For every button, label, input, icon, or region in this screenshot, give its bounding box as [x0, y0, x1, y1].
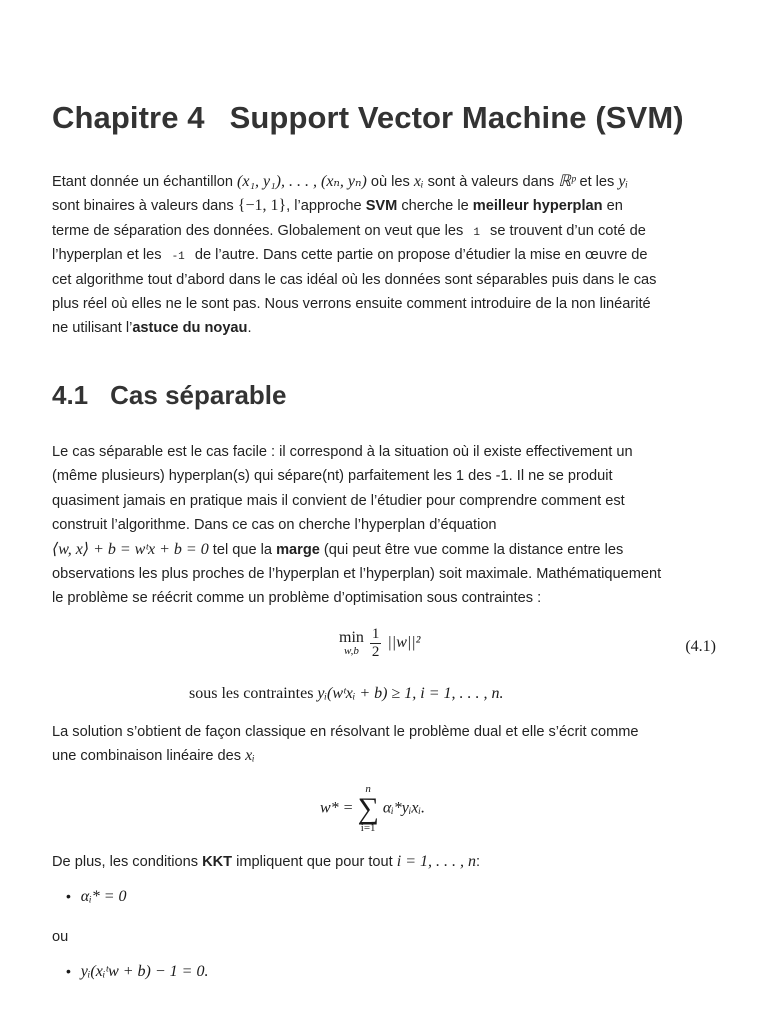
bold-best-hyperplan: meilleur hyperplan — [472, 198, 603, 215]
text: sous les contraintes — [189, 685, 314, 702]
equation-number: (4.1) — [685, 638, 716, 655]
text: De plus, les conditions — [52, 854, 203, 870]
math-alpha-zero: αᵢ* = 0 — [80, 888, 127, 905]
text-line: construit l’algorithme. Dans ce cas on cherche l’hyperplan d’équation — [52, 517, 497, 534]
text: n — [365, 783, 371, 795]
text: où les — [366, 174, 414, 190]
math-sum-terms: αᵢ*yᵢxᵢ. — [382, 799, 426, 817]
equation-4-1 — [339, 626, 420, 661]
text-line: Le cas séparable est le cas facile : il correspond à la situation où il existe effectivement un — [52, 444, 633, 460]
text: 2 — [371, 644, 380, 660]
bold-kkt: KKT — [202, 854, 233, 870]
text-line: le problème se réécrit comme un problème d’optimisation sous contraintes : — [52, 590, 542, 607]
bullet-marker: • — [66, 888, 71, 904]
section-heading — [52, 380, 286, 411]
dual-solution-equation — [320, 784, 425, 834]
text-line: La solution s’obtient de façon classique en résolvant le problème dual et elle s’écrit comme — [52, 724, 639, 740]
text-line: ou — [52, 929, 69, 945]
bullet-item-1 — [66, 888, 127, 906]
text: en — [602, 198, 623, 215]
text: ∑ — [357, 792, 379, 825]
text-line: observations les plus proches de l’hyperplan et l’hyperplan) soit maximale. Mathématiquement — [52, 565, 662, 582]
bold-kernel-trick: astuce du noyau — [132, 320, 248, 337]
text: : — [476, 854, 481, 870]
intro-paragraph — [52, 170, 716, 341]
separable-paragraph — [52, 440, 716, 611]
text: (qui peut être vue comme la distance entre les — [319, 541, 624, 558]
text: se trouvent d’un coté de — [486, 222, 646, 239]
bold-marge: marge — [276, 541, 320, 558]
section-title: Cas séparable — [110, 380, 287, 410]
math-xi: xᵢ — [413, 173, 424, 190]
text: et les — [575, 174, 619, 190]
math-fraction — [370, 626, 382, 661]
text: de l’autre. Dans cette partie on propose d’étudier la mise en œuvre de — [190, 247, 648, 264]
code-minus-one: -1 — [171, 251, 185, 264]
bold-svm: SVM — [365, 198, 398, 215]
text: i=1 — [360, 822, 376, 834]
text: min — [339, 629, 364, 646]
bullet-marker: • — [66, 963, 71, 979]
math-i-range: i = 1, . . . , n — [396, 853, 477, 870]
math-constraint: yᵢ(wᵗxᵢ + b) ≥ 1, i = 1, . . . , n. — [313, 685, 504, 702]
text: Etant donnée un échantillon — [52, 174, 238, 190]
math-rp: ℝᵖ — [558, 173, 576, 190]
bullet-item-2 — [66, 963, 208, 981]
text: cherche le — [397, 198, 473, 215]
text: ne utilisant l’ — [52, 320, 133, 337]
text: 1 — [371, 626, 380, 642]
text-line: quasiment jamais en pratique mais il convient de l’étudier pour comprendre comment est — [52, 492, 625, 509]
math-norm: ||w||² — [387, 634, 421, 652]
kkt-paragraph — [52, 850, 716, 874]
text: . — [247, 320, 252, 337]
text: sont binaires à valeurs dans — [52, 198, 238, 215]
chapter-title: Support Vector Machine (SVM) — [229, 100, 684, 135]
constraints-equation — [189, 685, 504, 703]
text: , l’approche — [286, 198, 366, 215]
text: impliquent que pour tout — [232, 854, 397, 870]
section-number: 4.1 — [52, 380, 89, 410]
text: terme de séparation des données. Globalement on veut que les — [52, 222, 468, 239]
chapter-heading — [52, 100, 684, 136]
math-wstar: w* = — [320, 799, 358, 817]
math-margin-active: yᵢ(xᵢᵗw + b) − 1 = 0. — [80, 963, 209, 980]
chapter-number: Chapitre 4 — [52, 100, 205, 135]
text: une combinaison linéaire des — [52, 748, 246, 765]
text: sont à valeurs dans — [423, 174, 559, 190]
math-yi: yᵢ — [618, 173, 629, 190]
math-hyperplan-equation: ⟨w, x⟩ + b = wᵗx + b = 0 — [52, 540, 209, 558]
math-xi: xᵢ — [245, 747, 255, 765]
text: w,b — [344, 645, 359, 657]
solution-paragraph — [52, 720, 716, 769]
ou-text — [52, 925, 716, 949]
text-line: cet algorithme tout d’abord dans le cas idéal où les données sont séparables puis dans le cas — [52, 271, 657, 288]
text: l’hyperplan et les — [52, 247, 166, 264]
math-set: {−1, 1} — [237, 197, 287, 215]
sum-symbol — [357, 784, 378, 834]
text: tel que la — [208, 541, 277, 558]
text-line: (même plusieurs) hyperplan(s) qui sépare(nt) parfaitement les 1 des -1. Il ne se produit — [52, 468, 613, 485]
math-sample: (x₁, y₁), . . . , (xₙ, yₙ) — [237, 173, 367, 190]
code-one: 1 — [473, 226, 480, 239]
text-line: plus réel où elles ne le sont pas. Nous verrons ensuite comment introduire de la non linéarité — [52, 295, 651, 312]
math-min — [339, 630, 364, 657]
